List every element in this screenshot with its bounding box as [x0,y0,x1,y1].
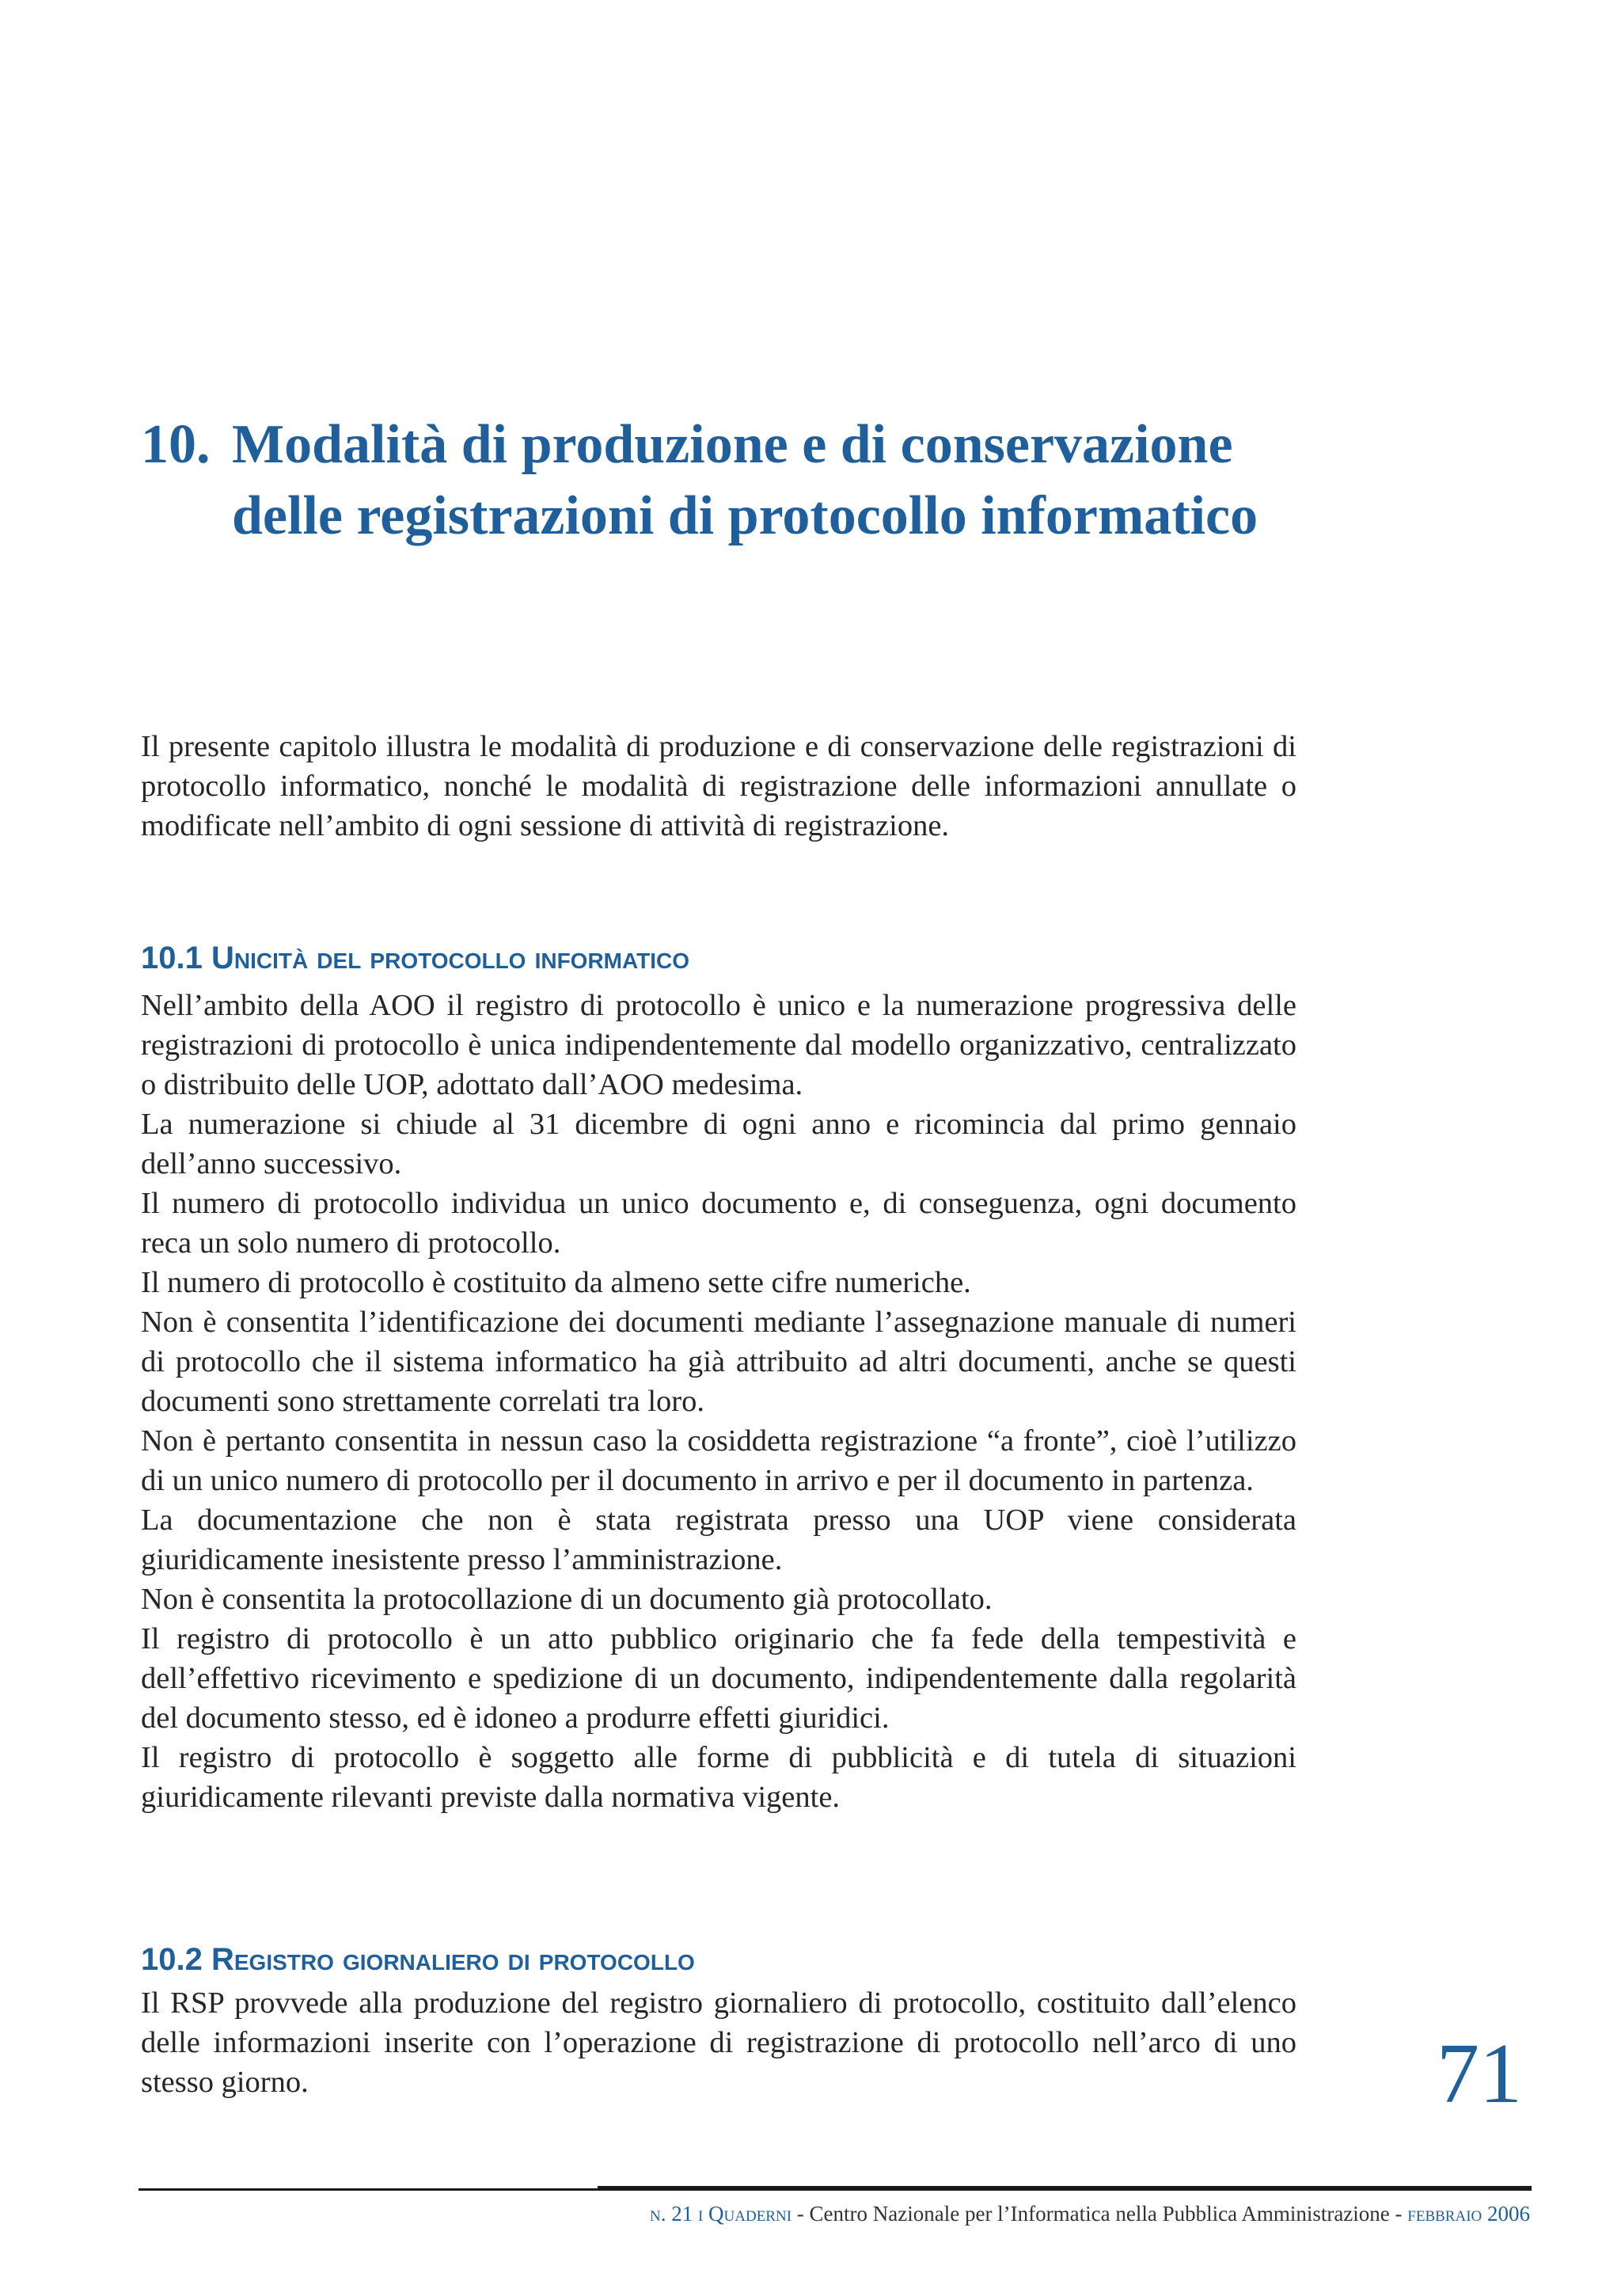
footer-date: febbraio 2006 [1407,2202,1530,2226]
paragraph: Non è consentita l’identificazione dei documenti mediante l’assegnazione manuale di numeri di protocollo che il sistema informatico ha già attribuito ad altri documenti, anche se questi documenti sono strettamente correlati tra loro. [141,1306,1296,1418]
paragraph: Il registro di protocollo è soggetto alle forme di pubblicità e di tutela di situazioni giuridicamente rilevanti previste dalla normativa vigente. [141,1741,1296,1814]
intro-text: Il presente capitolo illustra le modalità di produzione e di conservazione delle registrazioni di protocollo informatico, nonché le modalità di registrazione delle informazioni annullate o modificate nell’ambito di ogni sessione di attività di registrazione. [141,730,1296,842]
paragraph: Il numero di protocollo individua un unico documento e, di conseguenza, ogni documento reca un solo numero di protocollo. [141,1187,1296,1260]
section-number: 10.1 [141,941,203,976]
footer-separator: - [792,2202,810,2226]
footer-publisher: Centro Nazionale per l’Informatica nella Pubblica Amministrazione [809,2202,1390,2226]
section-1-body [141,986,1296,1817]
chapter-number: 10. [141,413,211,475]
paragraph: Nell’ambito della AOO il registro di protocollo è unico e la numerazione progressiva delle registrazioni di protocollo è unica indipendentemente dal modello organizzativo, centralizzato o distribuito delle UOP, adottato dall’AOO medesima. [141,989,1296,1101]
section-heading-10-1 [141,938,1296,978]
intro-paragraph [141,727,1296,846]
section-title: Registro giornaliero di protocollo [211,1942,695,1978]
footer-issue: n. 21 i Quaderni [649,2202,792,2226]
section-2-body [141,1983,1296,2102]
paragraph: Non è consentita la protocollazione di un documento già protocollato. [141,1583,993,1616]
section-heading-10-2 [141,1940,1296,1979]
footer [650,2199,1530,2228]
chapter-title-line1: Modalità di produzione e di conservazione [232,413,1233,475]
chapter-title [141,409,1328,552]
footer-separator: - [1389,2202,1408,2226]
paragraph: La documentazione che non è stata registrata presso una UOP viene considerata giuridicamente inesistente presso l’amministrazione. [141,1503,1296,1576]
page-number: 71 [1437,2027,1522,2121]
paragraph: Il RSP provvede alla produzione del registro giornaliero di protocollo, costituito dall’elenco delle informazioni inserite con l’operazione di registrazione di protocollo nell’arco di uno stesso giorno. [141,1986,1296,2099]
paragraph: Il numero di protocollo è costituito da almeno sette cifre numeriche. [141,1266,971,1299]
paragraph: Non è pertanto consentita in nessun caso la cosiddetta registrazione “a fronte”, cioè l’utilizzo di un unico numero di protocollo per il documento in arrivo e per il documento in partenza. [141,1424,1296,1497]
section-title: Unicità del protocollo informatico [211,941,690,976]
paragraph: Il registro di protocollo è un atto pubblico originario che fa fede della tempestività e dell’effettivo ricevimento e spedizione di un documento, indipendentemente dalla regolarità del documento stesso, ed è idoneo a produrre effetti giuridici. [141,1622,1296,1735]
chapter-title-line2: delle registrazioni di protocollo informatico [232,485,1258,546]
footer-divider [139,2188,1532,2191]
section-number: 10.2 [141,1942,203,1978]
paragraph: La numerazione si chiude al 31 dicembre di ogni anno e ricomincia dal primo gennaio dell’anno successivo. [141,1108,1296,1180]
